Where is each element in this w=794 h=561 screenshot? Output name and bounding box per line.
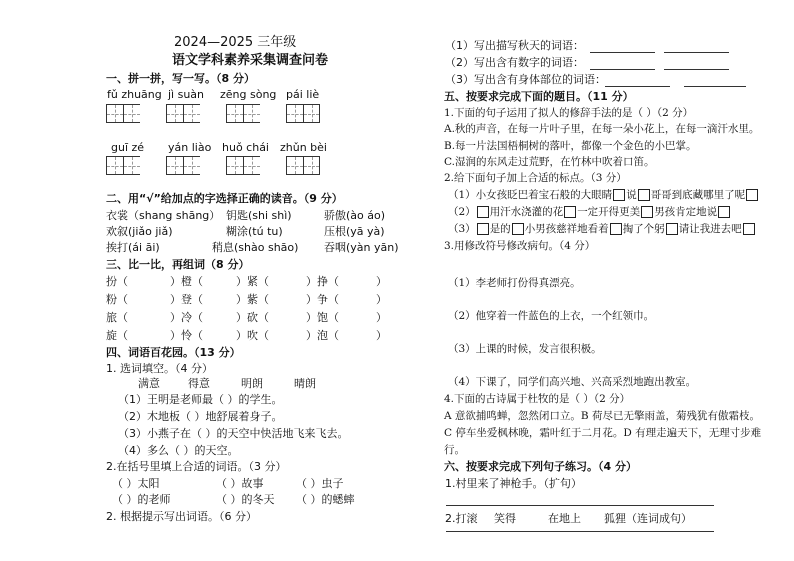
fill-sentence[interactable]: （3）小燕子在（ ）的天空中快活地飞来飞去。 [118,427,349,440]
punctuation-box[interactable] [477,206,489,218]
sentence-part: 掏了个躬 [622,223,665,235]
sick-sentence[interactable]: （1）李老师打份得真漂亮。 [448,277,581,289]
question-6-1: 1.村里来了神枪手。（扩句） [445,477,582,490]
answer-line[interactable] [446,505,714,506]
question-5-2: 2.给下面句子加上合适的标点。（3 分） [444,172,627,184]
pinyin-4: pái liè [286,88,320,101]
option-text[interactable]: C.湿润的东风走过荒野，在竹林中吹着口笛。 [444,156,655,168]
sentence-part: 说 [626,189,637,201]
pinyin-2: jì suàn [168,88,205,101]
poem-options[interactable]: A 意欲捕鸣蝉，忽然闭口立。B 荷尽已无擎雨盖，菊残犹有傲霜枝。 [444,410,760,422]
pinyin-6: yán liào [168,141,212,154]
punctuation-box[interactable] [641,206,653,218]
compare-word: ）泡（ [306,329,339,342]
section-4-heading: 四、词语百花园。（13 分） [106,346,241,359]
fill-phrase[interactable]: （ ）的冬天 [216,493,275,506]
punctuation-box[interactable] [512,223,524,235]
fill-phrase[interactable]: （ ）虫子 [296,477,344,490]
pinyin-8: zhǔn bèi [280,141,327,154]
word-token: 2.打滚 [445,512,478,525]
reading-choice[interactable]: 衣裳（shang shāng） [106,209,221,222]
fill-phrase[interactable]: （ ）的老师 [112,493,171,506]
pinyin-7: huǒ chái [222,141,269,154]
reading-choice[interactable]: 挨打(ái āi) [106,241,160,254]
compare-word: ）登（ [170,293,203,306]
sentence-part: 哥哥到底藏哪里了呢 [650,189,746,201]
writing-grid-row-1[interactable] [106,104,320,123]
sentence-part: （3） [448,223,476,235]
section-2-heading: 二、用“√”给加点的字选择正确的读音。（9 分） [106,192,343,205]
word-token: 笑得 [494,512,516,525]
question-4-2: 2.在括号里填上合适的词语。（3 分） [106,460,287,473]
reading-choice[interactable]: 压根(yā yà) [324,225,385,238]
answer-line[interactable] [664,52,729,53]
pinyin-1: fǔ zhuāng [107,88,162,101]
sentence-part: 小男孩慈祥地看着 [524,223,609,235]
punctuation-sentence-2 [448,206,731,218]
word-prompt: （1）写出描写秋天的词语： [445,39,584,52]
reading-choice[interactable]: 骄傲(ào áo) [324,209,386,222]
sick-sentence[interactable]: （4）下课了，同学们高兴地、兴高采烈地跑出教室。 [448,376,697,388]
compare-word: 粉（ [106,293,128,306]
compare-word: 旅（ [106,311,128,324]
answer-line[interactable] [664,69,729,70]
compare-word: ）怜（ [170,329,203,342]
poem-options[interactable]: 行。 [444,444,465,456]
question-5-1: 1.下面的句子运用了拟人的修辞手法的是（ ）（2 分） [444,107,694,119]
compare-word: ） [376,329,387,342]
word-choice: 晴朗 [294,377,316,390]
compare-word: ） [376,275,387,288]
question-5-3: 3.用修改符号修改病句。（4 分） [444,240,596,252]
answer-line[interactable] [446,531,714,532]
reading-choice[interactable]: 吞咽(yàn yān) [324,241,399,254]
section-3-heading: 三、比一比，再组词（8 分） [106,258,250,271]
punctuation-box[interactable] [613,189,625,201]
writing-grid-row-2[interactable] [106,156,320,175]
reading-choice[interactable]: 糊涂(tú tu) [226,225,283,238]
sentence-part: 用汗水浇灌的花 [489,206,564,218]
punctuation-sentence-1 [448,189,759,201]
compare-word: ）争（ [306,293,339,306]
sentence-part: 一定开得更美 [577,206,641,218]
fill-sentence[interactable]: （1）王明是老师最（ ）的学生。 [118,393,283,406]
punctuation-box[interactable] [718,206,730,218]
exam-title: 语文学科素养采集调查问卷 [172,53,329,68]
pinyin-3: zēng sòng [220,88,277,101]
compare-word: ）橙（ [170,275,203,288]
fill-sentence[interactable]: （4）多么（ ）的天空。 [118,444,239,457]
word-choice: 明朗 [241,377,263,390]
compare-word: ）紫（ [236,293,269,306]
compare-word: ）吹（ [236,329,269,342]
compare-word: ）冷（ [170,311,203,324]
word-token: 狐狸（连词成句） [604,512,692,525]
section-6-heading: 六、按要求完成下列句子练习。（4 分） [444,460,637,473]
sick-sentence[interactable]: （3）上课的时候，发言很积极。 [448,343,602,355]
sentence-part: 请让我进去吧 [678,223,742,235]
reading-choice[interactable]: 欢叙(jiǎo jiǎ) [106,225,173,238]
punctuation-box[interactable] [746,189,758,201]
question-5-4: 4.下面的古诗属于杜牧的是（ ）（2 分） [444,393,631,405]
punctuation-box[interactable] [477,223,489,235]
answer-line[interactable] [605,86,670,87]
question-4-1: 1. 选词填空。（4 分） [106,362,213,375]
word-prompt: （2）写出含有数字的词语： [445,56,584,69]
word-prompt: （3）写出含有身体部位的词语： [445,73,606,86]
poem-options[interactable]: C 停车坐爱枫林晚，霜叶红于二月花。D 有理走遍天下，无理寸步难 [444,427,762,439]
fill-phrase[interactable]: （ ）的蟋蟀 [296,493,355,506]
compare-word: ）砍（ [236,311,269,324]
question-4-3: 2. 根据提示写出词语。（6 分） [106,510,257,523]
punctuation-sentence-3 [448,223,756,235]
option-text[interactable]: A.秋的声音，在每一片叶子里，在每一朵小花上，在每一滴汗水里。 [444,123,760,135]
fill-phrase[interactable]: （ ）故事 [216,477,264,490]
sentence-part: （2） [448,206,476,218]
sentence-part: 男孩肯定地说 [654,206,718,218]
section-1-heading: 一、拼一拼，写一写。（8 分） [106,72,255,85]
compare-word: ）挣（ [306,275,339,288]
answer-line[interactable] [590,69,655,70]
compare-word: 旋（ [106,329,128,342]
compare-word: ） [376,293,387,306]
word-choice: 得意 [188,377,210,390]
compare-word: ）紧（ [236,275,269,288]
word-choice: 满意 [138,377,160,390]
sentence-part: 是的 [489,223,511,235]
punctuation-box[interactable] [666,223,678,235]
fill-phrase[interactable]: （ ）太阳 [112,477,160,490]
punctuation-box[interactable] [638,189,650,201]
punctuation-box[interactable] [743,223,755,235]
compare-word: 扮（ [106,275,128,288]
compare-word: ） [376,311,387,324]
reading-choice[interactable]: 钥匙(shi shì) [226,209,292,222]
punctuation-box[interactable] [610,223,622,235]
sentence-part: （1）小女孩眨巴着宝石般的大眼睛 [448,189,613,201]
reading-choice[interactable]: 稍息(shào shāo) [212,241,299,254]
answer-line[interactable] [590,52,655,53]
compare-word: ）饱（ [306,311,339,324]
punctuation-box[interactable] [564,206,576,218]
section-5-heading: 五、按要求完成下面的题目。（11 分） [444,90,634,103]
exam-year: 2024—2025 三年级 [174,35,297,50]
option-text[interactable]: B.每一片法国梧桐树的落叶，都像一个金色的小巴掌。 [444,140,697,152]
sick-sentence[interactable]: （2）他穿着一件蓝色的上衣，一个红领巾。 [448,310,655,322]
answer-line[interactable] [684,86,746,87]
word-token: 在地上 [548,512,581,525]
fill-sentence[interactable]: （2）木地板（ ）地舒展着身子。 [118,410,283,423]
pinyin-5: guī zé [111,141,145,154]
